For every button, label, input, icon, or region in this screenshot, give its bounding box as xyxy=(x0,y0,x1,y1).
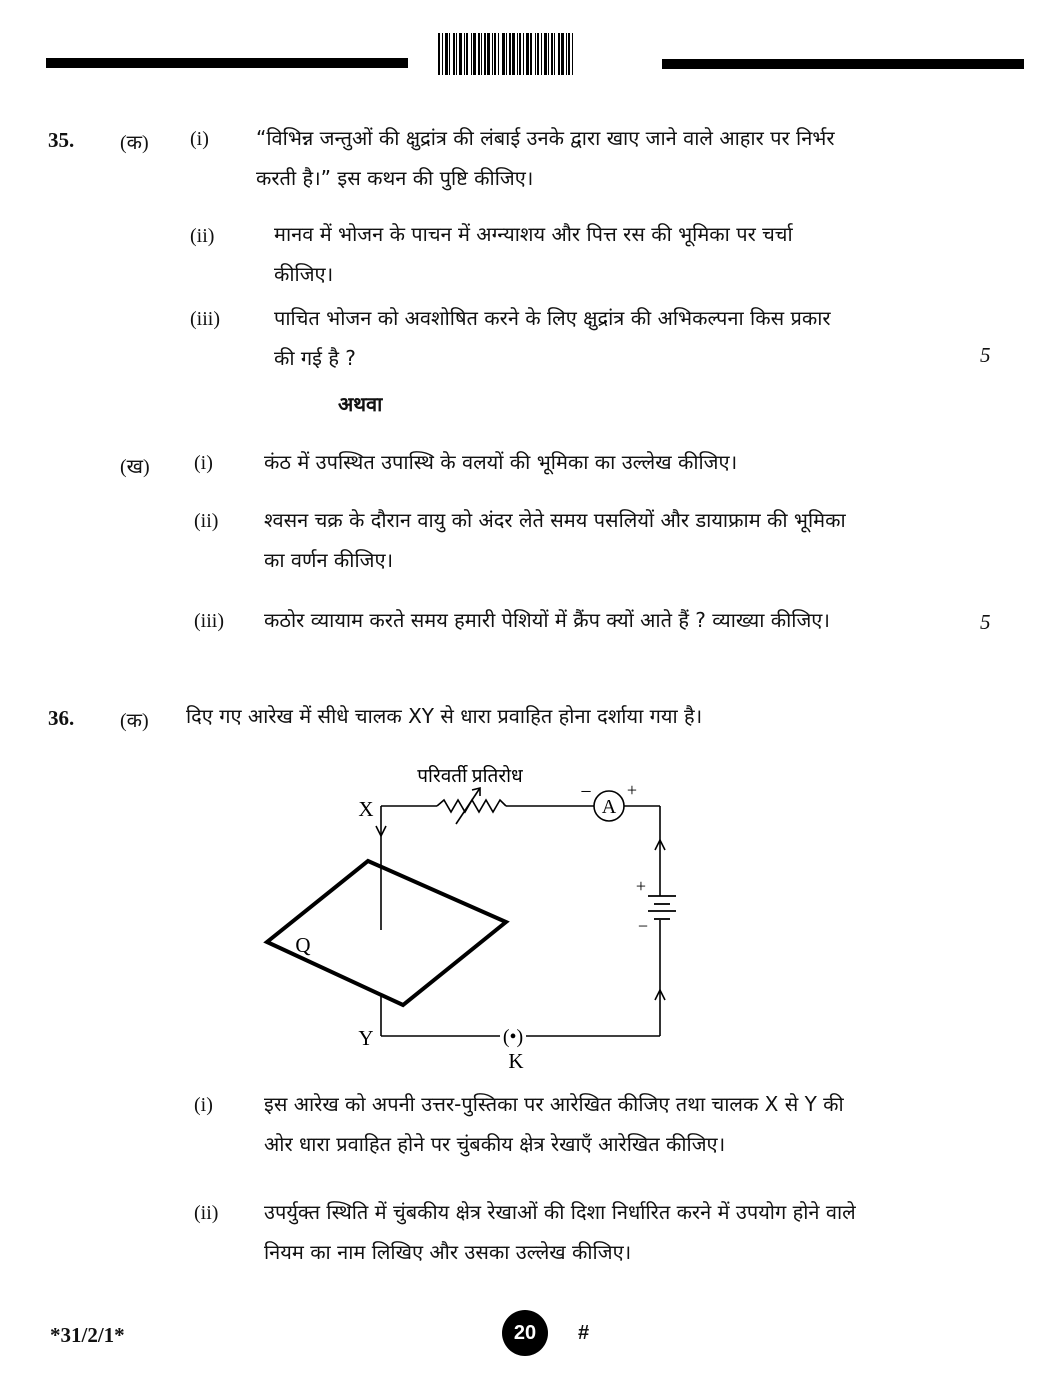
page-number-badge: 20 xyxy=(502,1310,548,1356)
sub-question-text: मानव में भोजन के पाचन में अग्न्याशय और पित्त रस की भूमिका पर चर्चा कीजिए। xyxy=(274,222,793,286)
svg-text:X: X xyxy=(358,797,374,821)
sub-question-label: (iii) xyxy=(190,308,220,330)
svg-text:+: + xyxy=(635,876,647,896)
sub-question-text: इस आरेख को अपनी उत्तर-पुस्तिका पर आरेखित कीजिए तथा चालक X से Y की ओर धारा प्रवाहित होने पर चुंबकीय क्षेत्र रेखाएँ आरेखित कीजिए। xyxy=(264,1092,844,1156)
or-divider: अथवा xyxy=(338,392,383,416)
svg-text:परिवर्ती प्रतिरोध: परिवर्ती प्रतिरोध xyxy=(417,766,523,787)
sub-question-label: (ii) xyxy=(194,1202,219,1224)
svg-text:−: − xyxy=(580,781,592,803)
part-label: (ख) xyxy=(120,456,150,478)
svg-text:Q: Q xyxy=(295,933,311,957)
header-rule-left xyxy=(46,58,408,68)
svg-text:+: + xyxy=(626,780,638,800)
question-number: 35. xyxy=(48,128,75,152)
part-label: (क) xyxy=(120,710,149,732)
svg-text:K: K xyxy=(508,1049,524,1073)
sub-question-text: “विभिन्न जन्तुओं की क्षुद्रांत्र की लंबाई उनके द्वारा खाए जाने वाले आहार पर निर्भर करती है।” इस कथन की पुष्टि कीजिए। xyxy=(256,126,835,190)
sub-question-text: कठोर व्यायाम करते समय हमारी पेशियों में क्रैंप क्यों आते हैं ? व्याख्या कीजिए। xyxy=(264,608,830,632)
sub-question-text: पाचित भोजन को अवशोषित करने के लिए क्षुद्रांत्र की अभिकल्पना किस प्रकार की गई है ? xyxy=(274,306,831,370)
question-number: 36. xyxy=(48,706,75,730)
marks: 5 xyxy=(980,610,991,634)
svg-text:−: − xyxy=(637,916,649,936)
sub-question-text: कंठ में उपस्थित उपास्थि के वलयों की भूमिका का उल्लेख कीजिए। xyxy=(264,450,738,474)
hash-mark: # xyxy=(578,1322,590,1344)
svg-text:Y: Y xyxy=(358,1026,374,1050)
question-intro: दिए गए आरेख में सीधे चालक XY से धारा प्रवाहित होना दर्शाया गया है। xyxy=(186,704,703,728)
sub-question-text: उपर्युक्त स्थिति में चुंबकीय क्षेत्र रेखाओं की दिशा निर्धारित करने में उपयोग होने वाले नियम का नाम लिखिए और उसका उल्लेख कीजिए। xyxy=(264,1200,856,1264)
paper-code: *31/2/1* xyxy=(50,1323,125,1347)
battery-icon xyxy=(648,896,676,919)
svg-text:A: A xyxy=(601,796,617,818)
sub-question-label: (ii) xyxy=(194,510,219,532)
sub-question-label: (i) xyxy=(190,128,209,150)
key-icon: (•) xyxy=(502,1026,524,1048)
header-rule-right xyxy=(662,59,1024,69)
sub-question-label: (ii) xyxy=(190,225,215,247)
sub-question-label: (i) xyxy=(194,1094,213,1116)
sub-question-label: (iii) xyxy=(194,610,224,632)
sub-question-label: (i) xyxy=(194,452,213,474)
circuit-diagram xyxy=(250,750,700,1080)
part-label: (क) xyxy=(120,132,149,154)
barcode-icon xyxy=(438,33,634,75)
marks: 5 xyxy=(980,343,991,367)
sub-question-text: श्वसन चक्र के दौरान वायु को अंदर लेते समय पसलियों और डायाफ्राम की भूमिका का वर्णन कीजिए। xyxy=(264,508,846,572)
